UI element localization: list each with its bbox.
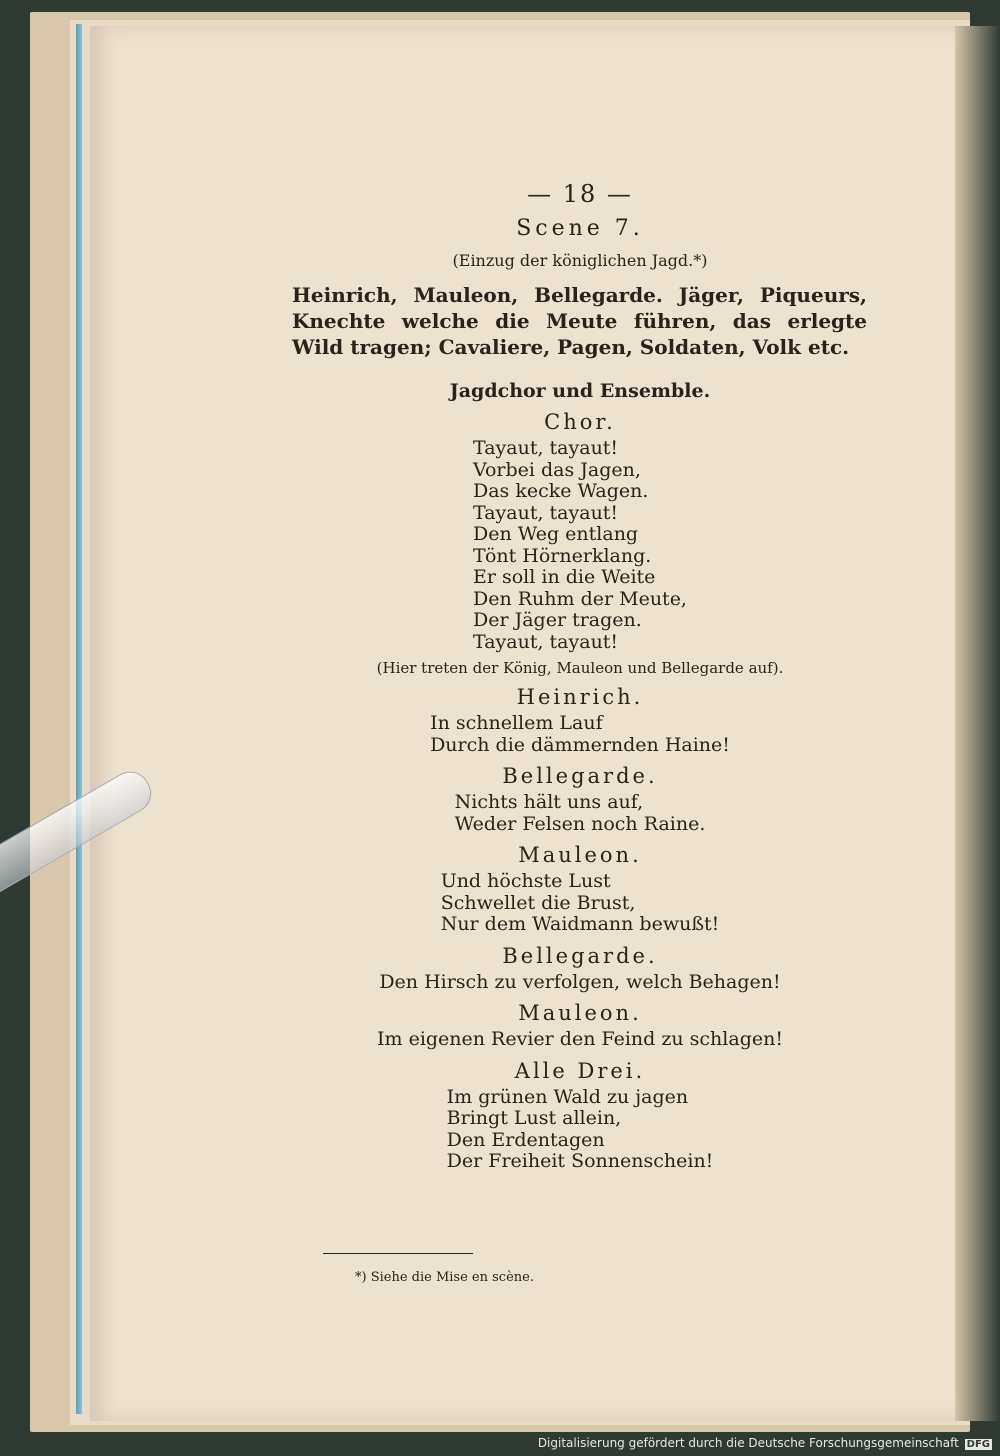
scene-subtitle: (Einzug der königlichen Jagd.*): [452, 251, 708, 270]
verse-line: Durch die dämmernden Haine!: [430, 733, 730, 756]
page-number: — 18 —: [527, 180, 633, 208]
speaker-name: Bellegarde.: [502, 943, 658, 968]
verse-line: Vorbei das Jagen,: [473, 458, 641, 481]
scene-title: Scene 7.: [516, 216, 644, 241]
speaker-name: Mauleon.: [518, 1001, 642, 1025]
verse-line: Tayaut, tayaut!: [473, 630, 619, 653]
speaker-name: Alle Drei.: [514, 1058, 646, 1083]
verse-line: Im grünen Wald zu jagen: [446, 1085, 689, 1108]
character-list: Heinrich, Mauleon, Bellegarde. Jäger, Piqueurs, Knechte welche die Meute führen, das erlegte Wild tragen; Cavaliere, Pagen, Soldaten, Volk etc.: [292, 283, 867, 359]
page-edge-stripe: [76, 24, 82, 1414]
verse-line: Schwellet die Brust,: [440, 891, 636, 914]
verse-line: Bringt Lust allein,: [446, 1107, 622, 1129]
verse-line: Der Freiheit Sonnenschein!: [446, 1150, 714, 1172]
verse-line: Den Erdentagen: [446, 1128, 605, 1151]
verse-blocks: [300, 410, 860, 1173]
verse-stanza: [430, 713, 730, 756]
stage-direction: (Hier treten der König, Mauleon und Bellegarde auf).: [376, 659, 784, 677]
verse-line: Er soll in die Weite: [473, 566, 656, 588]
verse-stanza: [377, 1029, 783, 1051]
page-content: [292, 180, 867, 1173]
verse-stanza: [473, 438, 687, 653]
verse-line: Nichts hält uns auf,: [454, 791, 644, 813]
verse-stanza: [441, 871, 720, 936]
dfg-logo: DFG: [966, 1439, 990, 1450]
verse-stanza: [447, 1087, 714, 1173]
right-page-shadow: [955, 26, 1000, 1421]
verse-line: Das kecke Wagen.: [473, 480, 649, 502]
speaker-name: Chor.: [544, 410, 616, 434]
footnote-separator: [323, 1253, 473, 1254]
verse-line: Tönt Hörnerklang.: [473, 544, 652, 567]
verse-line: Der Jäger tragen.: [473, 609, 642, 631]
footer-text: Digitalisierung gefördert durch die Deutsche Forschungsgemeinschaft: [537, 1436, 959, 1450]
verse-line: Tayaut, tayaut!: [473, 437, 619, 459]
verse-stanza: [455, 792, 706, 835]
section-heading: Jagdchor und Ensemble.: [449, 380, 711, 402]
verse-line: Tayaut, tayaut!: [473, 501, 619, 524]
speaker-name: Mauleon.: [518, 843, 642, 867]
footnote: *) Siehe die Mise en scène.: [355, 1270, 534, 1285]
verse-line: Im eigenen Revier den Feind zu schlagen!: [377, 1028, 783, 1050]
digitization-footer: [538, 1436, 992, 1450]
verse-line: Den Hirsch zu verfolgen, welch Behagen!: [379, 970, 781, 993]
verse-line: Und höchste Lust: [440, 870, 611, 892]
verse-stanza: [379, 972, 780, 994]
verse-line: Weder Felsen noch Raine.: [454, 812, 706, 835]
verse-line: In schnellem Lauf: [430, 712, 603, 734]
verse-line: Den Weg entlang: [473, 523, 639, 545]
speaker-name: Bellegarde.: [502, 764, 658, 788]
verse-line: Den Ruhm der Meute,: [473, 587, 687, 610]
speaker-name: Heinrich.: [516, 685, 644, 709]
verse-line: Nur dem Waidmann bewußt!: [440, 913, 720, 935]
